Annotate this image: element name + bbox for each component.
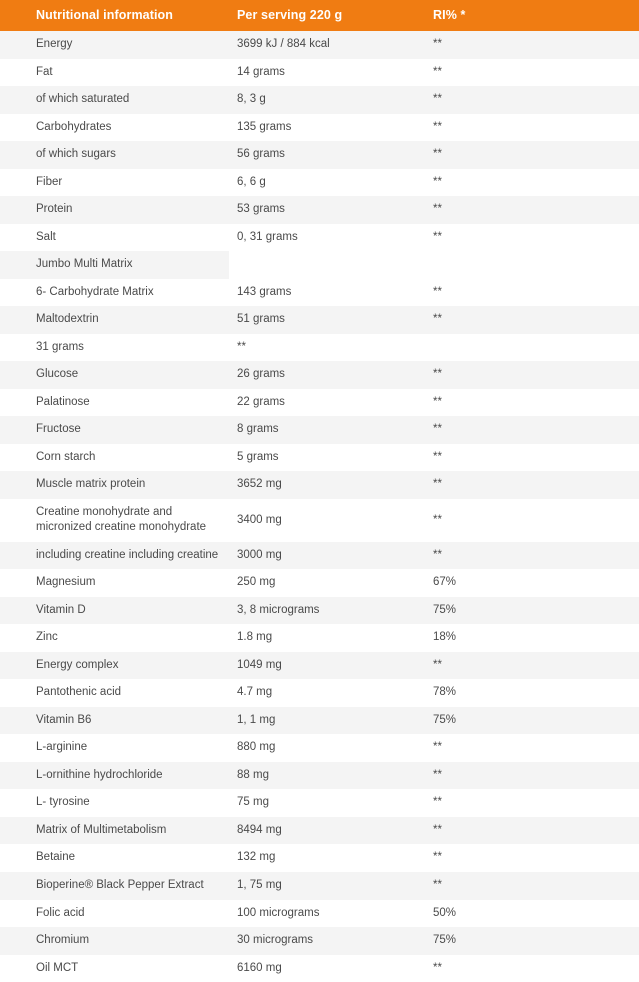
cell-ri-percent: **: [425, 169, 639, 197]
cell-amount: 3652 mg: [229, 471, 425, 499]
cell-nutrient-name: L- tyrosine: [0, 789, 229, 817]
cell-nutrient-name: Folic acid: [0, 900, 229, 928]
cell-ri-percent: **: [425, 141, 639, 169]
cell-ri-percent: **: [425, 872, 639, 900]
cell-amount: **: [229, 334, 425, 362]
cell-nutrient-name: Corn starch: [0, 444, 229, 472]
cell-nutrient-name: Maltodextrin: [0, 306, 229, 334]
cell-nutrient-name: Carbohydrates: [0, 114, 229, 142]
cell-ri-percent: **: [425, 652, 639, 680]
cell-amount: 250 mg: [229, 569, 425, 597]
table-row: [0, 141, 639, 169]
cell-ri-percent: 50%: [425, 900, 639, 928]
table-row: [0, 114, 639, 142]
cell-nutrient-name: Vitamin B6: [0, 707, 229, 735]
cell-amount: 3699 kJ / 884 kcal: [229, 31, 425, 59]
table-row: [0, 900, 639, 928]
cell-ri-percent: **: [425, 416, 639, 444]
column-header-per-serving: Per serving 220 g: [229, 0, 425, 31]
table-row: [0, 652, 639, 680]
cell-amount: 0, 31 grams: [229, 224, 425, 252]
cell-nutrient-name: of which sugars: [0, 141, 229, 169]
cell-amount: 22 grams: [229, 389, 425, 417]
table-row: [0, 444, 639, 472]
cell-amount: 3400 mg: [229, 499, 425, 542]
table-row: [0, 361, 639, 389]
cell-amount: 135 grams: [229, 114, 425, 142]
table-row: [0, 734, 639, 762]
cell-amount: 8494 mg: [229, 817, 425, 845]
cell-nutrient-name: L-arginine: [0, 734, 229, 762]
cell-nutrient-name: Fructose: [0, 416, 229, 444]
cell-ri-percent: **: [425, 196, 639, 224]
cell-ri-percent: [425, 334, 639, 362]
cell-amount: 56 grams: [229, 141, 425, 169]
table-row: [0, 679, 639, 707]
cell-ri-percent: **: [425, 471, 639, 499]
table-row: [0, 471, 639, 499]
cell-nutrient-name: Magnesium: [0, 569, 229, 597]
table-row: [0, 31, 639, 59]
cell-amount: 8 grams: [229, 416, 425, 444]
cell-amount: [229, 251, 425, 279]
cell-amount: 6, 6 g: [229, 169, 425, 197]
cell-ri-percent: 78%: [425, 679, 639, 707]
cell-amount: 1.8 mg: [229, 624, 425, 652]
cell-nutrient-name: Creatine monohydrate and micronized creatine monohydrate: [0, 499, 229, 542]
cell-nutrient-name: Palatinose: [0, 389, 229, 417]
cell-amount: 880 mg: [229, 734, 425, 762]
cell-nutrient-name: of which saturated: [0, 86, 229, 114]
cell-nutrient-name: Fiber: [0, 169, 229, 197]
cell-ri-percent: 75%: [425, 707, 639, 735]
table-row: [0, 224, 639, 252]
cell-nutrient-name: Jumbo Multi Matrix: [0, 251, 229, 279]
cell-amount: 100 micrograms: [229, 900, 425, 928]
cell-nutrient-name: Oil MCT: [0, 955, 229, 982]
cell-nutrient-name: including creatine including creatine: [0, 542, 229, 570]
cell-ri-percent: **: [425, 817, 639, 845]
cell-nutrient-name: Salt: [0, 224, 229, 252]
cell-ri-percent: **: [425, 734, 639, 762]
table-row: [0, 542, 639, 570]
table-row: [0, 597, 639, 625]
cell-amount: 6160 mg: [229, 955, 425, 982]
table-header: [0, 0, 639, 31]
table-row: [0, 499, 639, 542]
cell-ri-percent: 75%: [425, 927, 639, 955]
cell-nutrient-name: Vitamin D: [0, 597, 229, 625]
table-row: [0, 306, 639, 334]
cell-amount: 14 grams: [229, 59, 425, 87]
cell-nutrient-name: Muscle matrix protein: [0, 471, 229, 499]
table-row: [0, 86, 639, 114]
cell-amount: 132 mg: [229, 844, 425, 872]
cell-ri-percent: **: [425, 86, 639, 114]
cell-amount: 53 grams: [229, 196, 425, 224]
cell-ri-percent: **: [425, 224, 639, 252]
cell-amount: 1, 75 mg: [229, 872, 425, 900]
cell-ri-percent: **: [425, 444, 639, 472]
table-row: [0, 59, 639, 87]
cell-ri-percent: **: [425, 762, 639, 790]
table-row: [0, 762, 639, 790]
cell-ri-percent: **: [425, 31, 639, 59]
cell-amount: 26 grams: [229, 361, 425, 389]
table-row: [0, 251, 639, 279]
table-row: [0, 279, 639, 307]
cell-amount: 1, 1 mg: [229, 707, 425, 735]
cell-nutrient-name: Glucose: [0, 361, 229, 389]
cell-nutrient-name: Protein: [0, 196, 229, 224]
table-row: [0, 927, 639, 955]
cell-amount: 8, 3 g: [229, 86, 425, 114]
cell-amount: 51 grams: [229, 306, 425, 334]
table-row: [0, 955, 639, 982]
cell-nutrient-name: Energy complex: [0, 652, 229, 680]
cell-nutrient-name: Bioperine® Black Pepper Extract: [0, 872, 229, 900]
table-row: [0, 334, 639, 362]
cell-nutrient-name: Energy: [0, 31, 229, 59]
table-row: [0, 389, 639, 417]
table-body: [0, 31, 639, 982]
cell-amount: 88 mg: [229, 762, 425, 790]
cell-nutrient-name: Betaine: [0, 844, 229, 872]
table-row: [0, 416, 639, 444]
cell-ri-percent: **: [425, 114, 639, 142]
table-row: [0, 196, 639, 224]
cell-nutrient-name: Matrix of Multimetabolism: [0, 817, 229, 845]
cell-ri-percent: **: [425, 59, 639, 87]
cell-ri-percent: **: [425, 499, 639, 542]
table-row: [0, 569, 639, 597]
table-row: [0, 844, 639, 872]
cell-amount: 3, 8 micrograms: [229, 597, 425, 625]
cell-nutrient-name: Fat: [0, 59, 229, 87]
cell-nutrient-name: Pantothenic acid: [0, 679, 229, 707]
cell-amount: 75 mg: [229, 789, 425, 817]
cell-ri-percent: **: [425, 389, 639, 417]
cell-ri-percent: 18%: [425, 624, 639, 652]
cell-ri-percent: **: [425, 361, 639, 389]
cell-nutrient-name: 31 grams: [0, 334, 229, 362]
table-row: [0, 624, 639, 652]
cell-ri-percent: **: [425, 306, 639, 334]
cell-ri-percent: 67%: [425, 569, 639, 597]
cell-amount: 30 micrograms: [229, 927, 425, 955]
table-header-row: [0, 0, 639, 31]
cell-ri-percent: [425, 251, 639, 279]
table-row: [0, 169, 639, 197]
cell-amount: 4.7 mg: [229, 679, 425, 707]
column-header-ri: RI% *: [425, 0, 639, 31]
cell-amount: 1049 mg: [229, 652, 425, 680]
cell-ri-percent: **: [425, 844, 639, 872]
cell-ri-percent: **: [425, 789, 639, 817]
column-header-nutrient: Nutritional information: [0, 0, 229, 31]
cell-amount: 5 grams: [229, 444, 425, 472]
cell-amount: 3000 mg: [229, 542, 425, 570]
cell-ri-percent: **: [425, 542, 639, 570]
cell-nutrient-name: 6- Carbohydrate Matrix: [0, 279, 229, 307]
cell-amount: 143 grams: [229, 279, 425, 307]
cell-ri-percent: **: [425, 279, 639, 307]
cell-nutrient-name: Zinc: [0, 624, 229, 652]
table-row: [0, 789, 639, 817]
table-row: [0, 817, 639, 845]
table-row: [0, 872, 639, 900]
cell-ri-percent: 75%: [425, 597, 639, 625]
cell-ri-percent: **: [425, 955, 639, 982]
table-row: [0, 707, 639, 735]
cell-nutrient-name: L-ornithine hydrochloride: [0, 762, 229, 790]
cell-nutrient-name: Chromium: [0, 927, 229, 955]
